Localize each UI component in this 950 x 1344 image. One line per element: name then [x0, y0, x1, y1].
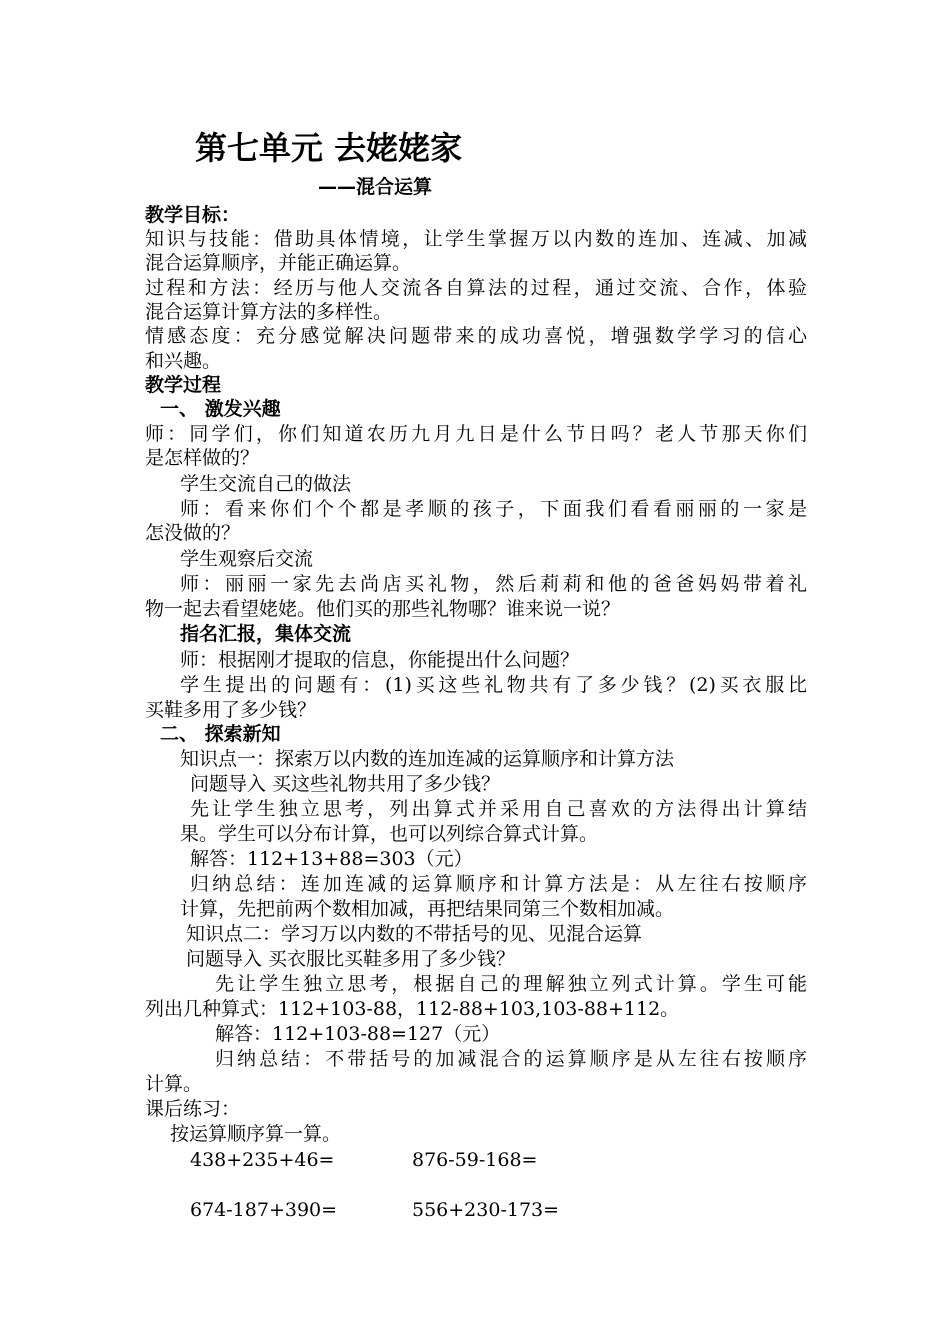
- paragraph-line: 课后练习：: [145, 1098, 241, 1120]
- paragraph-line: 解答：112+103-88=127（元）: [215, 1023, 501, 1045]
- paragraph-line: 物一起去看望姥姥。他们买的那些礼物哪？谁来说一说？: [145, 598, 621, 620]
- paragraph-line: 果。学生可以分布计算，也可以列综合算式计算。: [180, 823, 599, 845]
- document-title: 第七单元 去姥姥家: [195, 129, 463, 167]
- paragraph-line: 解答：112+13+88=303（元）: [190, 848, 473, 870]
- paragraph-line: 混合运算顺序，并能正确运算。: [145, 252, 412, 274]
- paragraph-line: 先让学生独立思考，根据自己的理解独立列式计算。学生可能: [215, 973, 807, 995]
- document-subtitle: ——混合运算: [318, 176, 433, 198]
- paragraph-line: 按运算顺序算一算。: [170, 1123, 342, 1145]
- paragraph-line: 知识点一：探索万以内数的连加连减的运算顺序和计算方法: [180, 748, 675, 770]
- heading-objectives: 教学目标：: [145, 204, 241, 226]
- paragraph-line: 师：看来你们个个都是孝顺的孩子，下面我们看看丽丽的一家是: [180, 498, 807, 520]
- paragraph-line: 是怎样做的？: [145, 447, 260, 469]
- paragraph-line: 怎没做的？: [145, 522, 241, 544]
- paragraph-line: 知识点二：学习万以内数的不带括号的见、见混合运算: [186, 923, 643, 945]
- paragraph-line: 情感态度：充分感觉解决问题带来的成功喜悦，增强数学学习的信心: [145, 325, 807, 347]
- paragraph-line: 学生交流自己的做法: [180, 473, 352, 495]
- paragraph-line: 归纳总结：连加连减的运算顺序和计算方法是：从左往右按顺序: [190, 873, 807, 895]
- paragraph-line: 师：丽丽一家先去尚店买礼物，然后莉莉和他的爸爸妈妈带着礼: [180, 573, 807, 595]
- paragraph-line: 和兴趣。: [145, 350, 222, 372]
- paragraph-line: 问题导入 买衣服比买鞋多用了多少钱？: [186, 948, 516, 970]
- paragraph-line: 师：根据刚才提取的信息，你能提出什么问题？: [180, 649, 580, 671]
- paragraph-line: 知识与技能：借助具体情境，让学生掌握万以内数的连加、连减、加减: [145, 228, 807, 250]
- paragraph-line: 买鞋多用了多少钱？: [145, 699, 317, 721]
- exercise-item: 556+230-173=: [412, 1199, 560, 1221]
- paragraph-heading: 指名汇报，集体交流: [180, 623, 352, 645]
- paragraph-line: 学生观察后交流: [180, 548, 314, 570]
- paragraph-line: 计算。: [145, 1073, 203, 1095]
- paragraph-line: 归纳总结：不带括号的加减混合的运算顺序是从左往右按顺序: [215, 1048, 807, 1070]
- paragraph-line: 师：同学们，你们知道农历九月九日是什么节日吗？老人节那天你们: [145, 423, 807, 445]
- section-heading-2: 二、 探索新知: [160, 723, 281, 745]
- section-heading-1: 一、 激发兴趣: [160, 398, 281, 420]
- paragraph-line: 列出几种算式：112+103-88，112-88+103,103-88+112。: [145, 998, 680, 1020]
- paragraph-line: 计算，先把前两个数相加减，再把结果同第三个数相加减。: [180, 898, 675, 920]
- paragraph-line: 过程和方法：经历与他人交流各自算法的过程，通过交流、合作，体验: [145, 277, 807, 299]
- paragraph-line: 问题导入 买这些礼物共用了多少钱？: [190, 773, 501, 795]
- paragraph-line: 先让学生独立思考，列出算式并采用自己喜欢的方法得出计算结: [190, 798, 807, 820]
- exercise-item: 674-187+390=: [190, 1199, 338, 1221]
- heading-process: 教学过程: [145, 374, 222, 396]
- exercise-item: 438+235+46=: [190, 1149, 335, 1171]
- paragraph-line: 混合运算计算方法的多样性。: [145, 301, 393, 323]
- exercise-item: 876-59-168=: [412, 1149, 538, 1171]
- paragraph-line: 学生提出的问题有：(1)买这些礼物共有了多少钱？(2)买衣服比: [180, 674, 807, 696]
